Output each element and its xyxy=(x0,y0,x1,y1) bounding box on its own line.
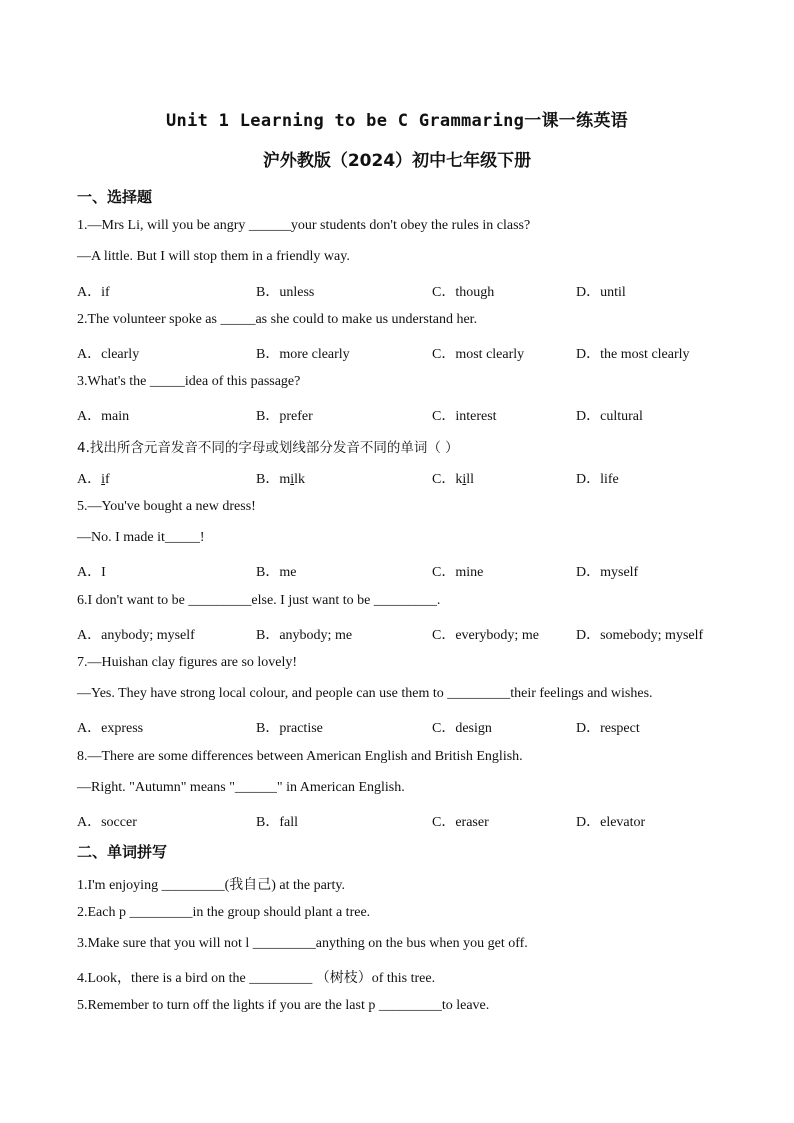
option-label: C．k xyxy=(432,472,463,487)
question-4-option-b xyxy=(256,468,305,488)
question-1-response: —A little. But I will stop them in a friendly way. xyxy=(77,249,350,264)
option-rest: lk xyxy=(294,472,306,487)
question-5-option-b: B．me xyxy=(256,565,297,580)
option-rest: f xyxy=(105,472,110,487)
question-3-option-c: C．interest xyxy=(432,409,497,424)
spelling-item-2: 2.Each p _________in the group should plant a tree. xyxy=(77,905,371,920)
question-1-option-a: A．if xyxy=(77,285,110,300)
question-8-option-d: D．elevator xyxy=(576,815,646,830)
question-8-option-c: C．eraser xyxy=(432,815,489,830)
question-3-option-d: D．cultural xyxy=(576,409,643,424)
question-4-option-c xyxy=(432,468,474,488)
title-english: Unit 1 Learning to be C Grammaring xyxy=(166,111,525,131)
question-8-option-b: B．fall xyxy=(256,815,298,830)
question-5-option-a: A．I xyxy=(77,565,106,580)
section-heading-spelling: 二、单词拼写 xyxy=(77,843,168,861)
page-title xyxy=(0,106,794,131)
question-5-option-d: D．myself xyxy=(576,565,639,580)
underlined-letter: i xyxy=(290,472,295,487)
underlined-letter: i xyxy=(101,472,106,487)
question-2-option-d: D．the most clearly xyxy=(576,347,690,362)
underlined-letter: i xyxy=(462,472,467,487)
spelling-item-4: 4.Look，there is a bird on the _________ （树枝）of this tree. xyxy=(77,971,436,986)
question-8-option-a: A．soccer xyxy=(77,815,137,830)
question-6-stem: 6.I don't want to be _________else. I just want to be _________. xyxy=(77,593,441,608)
question-6-option-d: D．somebody; myself xyxy=(576,628,704,643)
question-3-option-b: B．prefer xyxy=(256,409,313,424)
question-1-option-c: C．though xyxy=(432,285,495,300)
section-heading-choice: 一、选择题 xyxy=(77,188,153,206)
question-2-option-c: C．most clearly xyxy=(432,347,525,362)
question-8-response: —Right. "Autumn" means "______" in American English. xyxy=(77,780,405,795)
question-1-option-b: B．unless xyxy=(256,285,315,300)
question-4-option-d: D．life xyxy=(576,472,619,487)
question-6-option-b: B．anybody; me xyxy=(256,628,353,643)
question-7-option-a: A．express xyxy=(77,721,144,736)
question-7-option-c: C．design xyxy=(432,721,492,736)
question-4-stem: 4.找出所含元音发音不同的字母或划线部分发音不同的单词（ ） xyxy=(77,440,459,456)
option-label: A． xyxy=(77,472,102,487)
question-6-option-c: C．everybody; me xyxy=(432,628,539,643)
question-2-stem: 2.The volunteer spoke as _____as she could to make us understand her. xyxy=(77,312,478,327)
question-3-option-a: A．main xyxy=(77,409,130,424)
spelling-item-5: 5.Remember to turn off the lights if you are the last p _________to leave. xyxy=(77,998,490,1013)
question-2-option-b: B．more clearly xyxy=(256,347,350,362)
question-7-option-b: B．practise xyxy=(256,721,323,736)
spelling-item-3: 3.Make sure that you will not l _________anything on the bus when you get off. xyxy=(77,936,528,951)
question-1-option-d: D．until xyxy=(576,285,626,300)
title-chinese: 一课一练英语 xyxy=(524,111,628,131)
spelling-item-1: 1.I'm enjoying _________(我自己) at the party. xyxy=(77,878,345,893)
page-subtitle: 沪外教版（2024）初中七年级下册 xyxy=(262,151,532,171)
question-8-stem: 8.—There are some differences between American English and British English. xyxy=(77,749,523,764)
question-2-option-a: A．clearly xyxy=(77,347,140,362)
question-3-stem: 3.What's the _____idea of this passage? xyxy=(77,374,301,389)
question-6-option-a: A．anybody; myself xyxy=(77,628,195,643)
question-5-response: —No. I made it_____! xyxy=(77,530,205,545)
question-7-response: —Yes. They have strong local colour, and people can use them to _________their feelings and wishes. xyxy=(77,686,653,701)
question-5-option-c: C．mine xyxy=(432,565,484,580)
question-7-option-d: D．respect xyxy=(576,721,640,736)
question-4-option-a xyxy=(77,468,110,488)
question-1-stem: 1.—Mrs Li, will you be angry ______your students don't obey the rules in class? xyxy=(77,218,531,233)
option-label: B．m xyxy=(256,472,291,487)
option-rest: ll xyxy=(466,472,475,487)
question-7-stem: 7.—Huishan clay figures are so lovely! xyxy=(77,655,298,670)
question-5-stem: 5.—You've bought a new dress! xyxy=(77,499,256,514)
